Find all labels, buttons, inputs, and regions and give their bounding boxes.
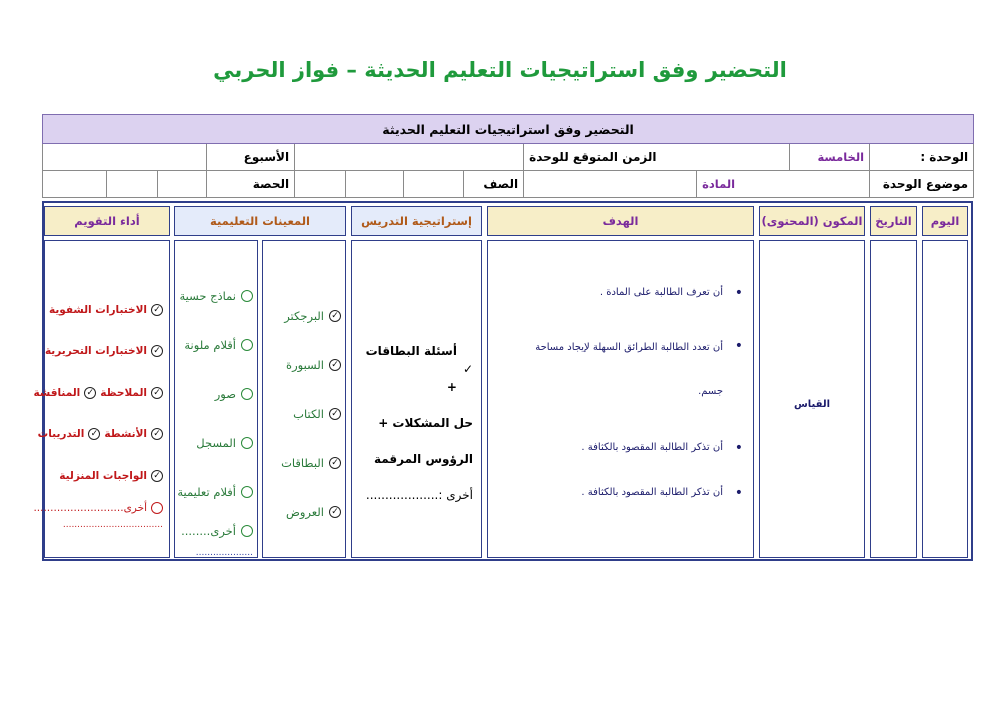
- evaluation-item[interactable]: ✓ الاختبارات الشفوية: [33, 289, 163, 331]
- week-value: [43, 144, 207, 171]
- goal-item: • أن تذكر الطالبة المقصود بالكثافة .: [495, 442, 745, 453]
- checked-circle-icon: ✓: [88, 428, 100, 440]
- aid-other-line: ....................: [195, 548, 253, 558]
- subject-value: [524, 171, 697, 198]
- aid-item[interactable]: ✓ البطاقات: [281, 438, 341, 487]
- evaluation-item[interactable]: ✓ الملاحظة ✓ المناقشة: [33, 372, 163, 414]
- class-value: [404, 171, 464, 198]
- checked-circle-icon: ✓: [151, 387, 163, 399]
- unit-value: الخامسة: [790, 144, 870, 171]
- evaluation-item[interactable]: ✓ الأنشطة ✓ التدريبات: [33, 414, 163, 456]
- component-cell: [759, 240, 865, 558]
- empty-circle-icon: [241, 290, 253, 302]
- aid-item[interactable]: ✓ البرجكتر: [281, 291, 341, 340]
- evaluation-list: [33, 289, 163, 531]
- aids-options-list: [177, 271, 253, 560]
- aid-option[interactable]: أقلام ملونة: [177, 320, 253, 369]
- goal-item: • أن تذكر الطالبة المقصود بالكثافة .: [495, 487, 745, 498]
- empty-circle-icon: [241, 437, 253, 449]
- goals-list: [495, 287, 745, 498]
- evaluation-item[interactable]: ✓ الاختبارات التحريرية: [33, 331, 163, 373]
- info-banner: التحضير وفق استراتيجيات التعليم الحديثة: [43, 115, 974, 144]
- aids-options-cell: [174, 240, 258, 558]
- checked-circle-icon: ✓: [329, 310, 341, 322]
- aid-item[interactable]: ✓ السبورة: [281, 340, 341, 389]
- strategy-item: حل المشكلات +: [378, 416, 473, 430]
- page-title: التحضير وفق استراتيجيات التعليم الحديثة – فواز الحربي: [213, 58, 787, 82]
- empty-circle-icon: [241, 486, 253, 498]
- expected-time-label: الزمن المتوقع للوحدة: [524, 144, 790, 171]
- aids-header: المعينات التعليمية: [174, 206, 346, 236]
- checked-circle-icon: ✓: [84, 387, 96, 399]
- strategy-item: [352, 333, 473, 405]
- unit-topic-label: موضوع الوحدة: [870, 171, 974, 198]
- aid-option[interactable]: نماذج حسية: [177, 271, 253, 320]
- component-value: القياس: [793, 399, 830, 410]
- checkmark-icon: ✓: [462, 362, 473, 376]
- empty-circle-icon: [241, 525, 253, 537]
- evaluation-cell: [33, 240, 170, 558]
- aid-item[interactable]: ✓ العروض: [281, 487, 341, 536]
- date-header: التاريخ: [870, 206, 917, 236]
- unit-label: الوحدة :: [870, 144, 974, 171]
- checked-circle-icon: ✓: [151, 304, 163, 316]
- strategy-other: أخرى :...................: [365, 488, 473, 502]
- checked-circle-icon: ✓: [329, 408, 341, 420]
- expected-time-value: [295, 144, 524, 171]
- goal-header: الهدف: [487, 206, 754, 236]
- subject-label: المادة: [697, 171, 870, 198]
- strategy-cell: [351, 240, 482, 558]
- checked-circle-icon: ✓: [329, 457, 341, 469]
- unit-info-table: [42, 114, 974, 198]
- blank-cell: [158, 171, 207, 198]
- empty-circle-icon: [241, 339, 253, 351]
- blank-cell: [295, 171, 346, 198]
- evaluation-other-line: ...................................: [62, 519, 163, 530]
- day-header: اليوم: [922, 206, 968, 236]
- strategy-header: إستراتيجية التدريس: [351, 206, 482, 236]
- lesson-plan-table: [33, 201, 973, 561]
- aid-option[interactable]: المسجل: [177, 418, 253, 467]
- checked-circle-icon: ✓: [329, 506, 341, 518]
- period-label: الحصة: [207, 171, 295, 198]
- day-cell: [922, 240, 968, 558]
- checked-circle-icon: ✓: [151, 470, 163, 482]
- strategy-text: أسئلة البطاقات +: [365, 344, 457, 394]
- aid-item[interactable]: ✓ الكتاب: [281, 389, 341, 438]
- class-label: الصف: [464, 171, 524, 198]
- evaluation-item[interactable]: ✓ الواجبات المنزلية: [33, 455, 163, 497]
- aid-option[interactable]: أفلام تعليمية: [177, 467, 253, 516]
- goal-cell: [487, 240, 754, 558]
- empty-circle-icon: [241, 388, 253, 400]
- aids-checked-list: [281, 291, 341, 536]
- checked-circle-icon: ✓: [151, 345, 163, 357]
- checked-circle-icon: ✓: [329, 359, 341, 371]
- aids-checked-cell: [262, 240, 346, 558]
- week-label: الأسبوع: [207, 144, 295, 171]
- empty-circle-icon: [151, 502, 163, 514]
- evaluation-other[interactable]: أخرى...........................: [33, 497, 163, 519]
- strategy-list: [352, 333, 473, 513]
- goal-item: • أن تعدد الطالبة الطرائق السهلة لإيجاد مساحة جسم.: [509, 326, 745, 414]
- blank-cell: [107, 171, 158, 198]
- date-cell: [870, 240, 917, 558]
- checked-circle-icon: ✓: [151, 428, 163, 440]
- blank-cell: [43, 171, 107, 198]
- blank-cell: [346, 171, 404, 198]
- aid-option[interactable]: صور: [177, 369, 253, 418]
- component-header: المكون (المحتوى): [759, 206, 865, 236]
- aid-option[interactable]: أخرى........: [177, 516, 253, 546]
- strategy-item: الرؤوس المرقمة: [373, 452, 473, 466]
- goal-item: • أن تعرف الطالبة على المادة .: [495, 287, 745, 298]
- evaluation-header: أداء التقويم: [44, 206, 170, 236]
